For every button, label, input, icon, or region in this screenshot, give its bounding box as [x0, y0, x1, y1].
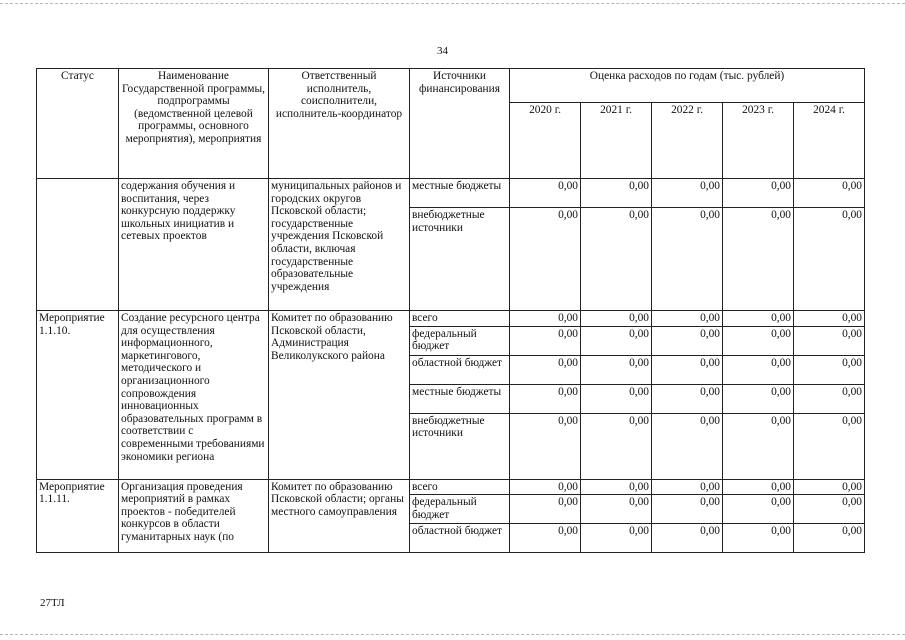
status-cell: [37, 179, 119, 311]
responsible-cell: муниципальных районов и городских округов Псковской области; государственные учреждения Псковской области, включая государственные образовательные учреждения: [269, 179, 410, 311]
source-cell: местные бюджеты: [410, 384, 510, 413]
value-cell: 0,00: [652, 179, 723, 208]
value-cell: 0,00: [794, 384, 865, 413]
value-cell: 0,00: [723, 479, 794, 495]
value-cell: 0,00: [794, 311, 865, 327]
status-cell: Мероприятие 1.1.11.: [37, 479, 119, 553]
value-cell: 0,00: [723, 326, 794, 355]
value-cell: 0,00: [510, 479, 581, 495]
value-cell: 0,00: [652, 413, 723, 479]
table-row: [37, 311, 865, 327]
status-cell: Мероприятие 1.1.10.: [37, 311, 119, 480]
measure-name-cell: Создание ресурсного центра для осуществления информационного, маркетингового, методического и организационного сопровождения инновационных образовательных программ в соответствии с современными требованиями экономики региона: [119, 311, 269, 480]
page-number: 34: [437, 45, 448, 57]
header-status: Статус: [37, 69, 119, 179]
value-cell: 0,00: [794, 479, 865, 495]
value-cell: 0,00: [794, 355, 865, 384]
value-cell: 0,00: [794, 524, 865, 553]
value-cell: 0,00: [723, 355, 794, 384]
header-year: 2020 г.: [510, 103, 581, 179]
value-cell: 0,00: [652, 524, 723, 553]
value-cell: 0,00: [510, 179, 581, 208]
value-cell: 0,00: [652, 326, 723, 355]
value-cell: 0,00: [652, 384, 723, 413]
table-row: [37, 179, 865, 208]
value-cell: 0,00: [581, 208, 652, 311]
value-cell: 0,00: [723, 179, 794, 208]
value-cell: 0,00: [581, 495, 652, 524]
source-cell: федеральный бюджет: [410, 326, 510, 355]
value-cell: 0,00: [581, 355, 652, 384]
value-cell: 0,00: [652, 208, 723, 311]
value-cell: 0,00: [723, 384, 794, 413]
measure-name-cell: Организация проведения мероприятий в рамках проектов - победителей конкурсов в области гуманитарных наук (по: [119, 479, 269, 553]
measure-name-cell: содержания обучения и воспитания, через конкурсную поддержку школьных инициатив и сетевых проектов: [119, 179, 269, 311]
value-cell: 0,00: [581, 479, 652, 495]
header-estimate: Оценка расходов по годам (тыс. рублей): [510, 69, 865, 103]
value-cell: 0,00: [794, 179, 865, 208]
value-cell: 0,00: [581, 326, 652, 355]
value-cell: 0,00: [510, 208, 581, 311]
source-cell: всего: [410, 311, 510, 327]
value-cell: 0,00: [510, 311, 581, 327]
value-cell: 0,00: [510, 495, 581, 524]
value-cell: 0,00: [723, 495, 794, 524]
value-cell: 0,00: [652, 355, 723, 384]
value-cell: 0,00: [510, 384, 581, 413]
value-cell: 0,00: [510, 355, 581, 384]
source-cell: федеральный бюджет: [410, 495, 510, 524]
value-cell: 0,00: [581, 179, 652, 208]
scan-edge-top: [0, 3, 905, 4]
source-cell: областной бюджет: [410, 524, 510, 553]
header-year: 2021 г.: [581, 103, 652, 179]
value-cell: 0,00: [510, 326, 581, 355]
value-cell: 0,00: [723, 311, 794, 327]
value-cell: 0,00: [581, 413, 652, 479]
value-cell: 0,00: [510, 524, 581, 553]
responsible-cell: Комитет по образованию Псковской области, Администрация Великолукского района: [269, 311, 410, 480]
header-name: Наименование Государственной программы, подпрограммы (ведомственной целевой программы, основного мероприятия), мероприятия: [119, 69, 269, 179]
value-cell: 0,00: [794, 495, 865, 524]
scan-edge-bottom: [0, 634, 905, 635]
header-sources: Источники финансирования: [410, 69, 510, 179]
value-cell: 0,00: [510, 413, 581, 479]
value-cell: 0,00: [794, 413, 865, 479]
footer-code: 27ТЛ: [40, 597, 65, 609]
value-cell: 0,00: [723, 208, 794, 311]
value-cell: 0,00: [581, 311, 652, 327]
value-cell: 0,00: [581, 384, 652, 413]
source-cell: областной бюджет: [410, 355, 510, 384]
value-cell: 0,00: [581, 524, 652, 553]
header-row: [37, 69, 865, 103]
value-cell: 0,00: [794, 326, 865, 355]
value-cell: 0,00: [794, 208, 865, 311]
value-cell: 0,00: [723, 413, 794, 479]
value-cell: 0,00: [652, 479, 723, 495]
source-cell: внебюджетные источники: [410, 413, 510, 479]
value-cell: 0,00: [723, 524, 794, 553]
source-cell: всего: [410, 479, 510, 495]
value-cell: 0,00: [652, 495, 723, 524]
responsible-cell: Комитет по образованию Псковской области; органы местного самоуправления: [269, 479, 410, 553]
value-cell: 0,00: [652, 311, 723, 327]
table-row: [37, 479, 865, 495]
source-cell: местные бюджеты: [410, 179, 510, 208]
header-year: 2022 г.: [652, 103, 723, 179]
budget-table: [36, 68, 865, 553]
header-year: 2023 г.: [723, 103, 794, 179]
source-cell: внебюджетные источники: [410, 208, 510, 311]
header-responsible: Ответственный исполнитель, соисполнители, исполнитель-координатор: [269, 69, 410, 179]
header-year: 2024 г.: [794, 103, 865, 179]
